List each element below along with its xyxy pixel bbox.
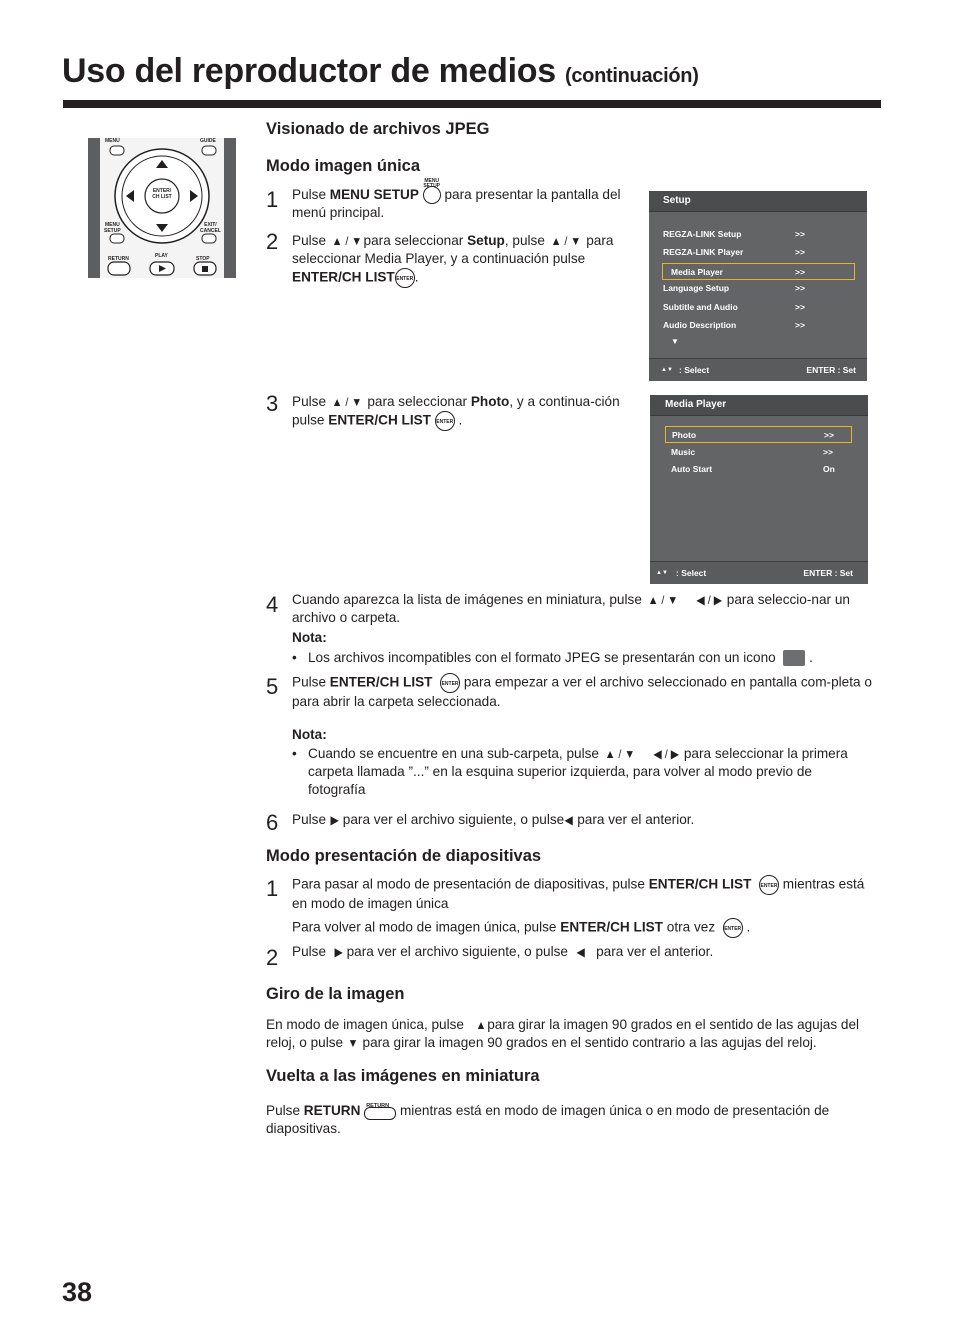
thumbs-b: RETURN [303,1103,361,1118]
setup-menu-screen [649,191,867,381]
remote-label-menu: MENU [105,138,120,144]
up-down-arrow-icon: ▲ / ▼ [647,593,678,607]
step-2-c: Setup [467,233,505,248]
media-player-menu-screen [650,395,868,584]
return-icon [364,1107,396,1120]
setup-item-value: >> [795,267,805,277]
step-2-b: para seleccionar [363,233,468,248]
step-4-text [292,591,877,627]
setup-item-value: >> [795,229,805,239]
step-5-b: ENTER/CH LIST [329,674,433,690]
enter-button-icon: ENTER [723,918,743,938]
step-5-note-label: Nota: [292,727,327,742]
up-down-arrow-icon: ▲▼ [661,367,673,373]
step-1-b: MENU SETUP [329,187,419,202]
rotate-c: para girar la imagen 90 grados en el sentido contrario a las agujas del reloj. [358,1035,817,1050]
step-1-a: Pulse [292,187,330,202]
slideshow-step-1-return-text [292,918,882,938]
page-title-sub: (continuación) [565,65,699,87]
step-2-f: ENTER/CH LIST [292,269,395,285]
media-item-value: >> [824,430,834,440]
remote-label-menu-setup-line1: MENU [104,222,120,228]
slideshow-2-c: para ver el anterior. [592,944,714,959]
right-arrow-icon: ▶ [330,813,339,827]
step-3-e: ENTER/CH LIST [328,412,431,428]
step-2-g: . [414,269,419,285]
setup-item-label: Language Setup [663,283,730,293]
step-5-note-a: Cuando se encuentre en una sub-carpeta, pulse [308,746,603,761]
step-4-note [308,649,878,667]
menu-setup-icon-l1: MENU [424,178,440,185]
step-number: 4 [266,592,279,617]
slideshow-step-2-text [292,943,852,961]
up-down-arrow-icon: ▲ / ▼ [550,234,581,248]
media-item-value: >> [823,447,833,457]
setup-item-value: >> [795,320,805,330]
remote-label-menu-setup [104,222,121,234]
slideshow-1-f: otra vez [662,919,716,935]
media-item-selected [665,426,852,443]
setup-item [663,280,855,297]
step-3-text [292,393,632,431]
remote-label-exit-line1: EXIT/ [204,222,217,228]
scroll-down-icon: ▼ [671,337,679,346]
step-6-c: para ver el anterior. [573,812,695,827]
menu-setup-button-icon [423,178,441,204]
slideshow-1-e: ENTER/CH LIST [560,919,663,935]
remote-label-enter-line2: CH LIST [152,194,172,200]
media-footer-enter: ENTER : Set [803,568,853,578]
incompatible-file-icon [783,650,805,666]
step-6-a: Pulse [292,812,330,827]
slideshow-1-b: ENTER/CH LIST [648,876,752,892]
enter-button-icon: ENTER [759,875,779,895]
media-item-label: Photo [672,430,697,440]
setup-item-label: REGZA-LINK Player [663,247,744,257]
setup-item-label: Audio Description [663,320,737,330]
title-rule [63,100,881,108]
media-item [671,461,856,478]
step-5-text [292,673,880,711]
step-4-note-text: Los archivos incompatibles con el formato JPEG se presentarán con un icono [308,650,776,665]
step-5-note [308,745,868,799]
bullet: • [292,746,297,761]
step-3-f: . [454,412,463,428]
step-3-a: Pulse [292,394,330,409]
menu-setup-icon [423,186,441,204]
media-item [671,444,856,461]
slideshow-1-d: Para volver al modo de imagen única, pulse [292,919,561,935]
bullet: • [292,650,297,665]
step-number: 2 [266,945,279,970]
enter-button-icon: ENTER [395,268,415,288]
remote-label-play: PLAY [155,253,168,259]
setup-footer-select: : Select [679,365,710,375]
remote-label-menu-setup-line2: SETUP [104,228,121,234]
step-2-text [292,232,632,288]
return-button-icon [364,1103,396,1119]
step-1-text [292,178,632,222]
setup-item-label: Subtitle and Audio [663,302,738,312]
setup-screen-title: Setup [649,191,867,212]
setup-item [663,317,855,334]
step-number: 6 [266,810,279,835]
enter-button-icon: ENTER [440,673,460,693]
remote-control-illustration [88,138,236,278]
setup-item [663,299,855,316]
section-heading-slideshow: Modo presentación de diapositivas [266,847,542,865]
left-arrow-icon: ◀ [564,813,573,827]
left-right-arrow-icon: ◀ / ▶ [653,747,679,761]
setup-item-value: >> [795,247,805,257]
step-4-a: Cuando aparezca la lista de imágenes en miniatura, pulse [292,592,646,607]
left-arrow-icon: ◀ [576,945,585,959]
down-arrow-icon: ▼ [347,1036,359,1050]
page-number: 38 [62,1277,93,1307]
remote-label-exit-line2: CANCEL [200,228,221,234]
rotate-text [266,1016,891,1052]
step-6-b: para ver el archivo siguiente, o pulse [339,812,565,827]
step-4-note-label: Nota: [292,630,327,645]
step-number: 5 [266,674,279,699]
remote-label-guide: GUIDE [200,138,216,144]
step-6-text [292,811,852,829]
slideshow-1-g: . [742,919,751,935]
return-icon-label: RETURN [366,1103,390,1110]
media-screen-footer [650,561,868,584]
step-5-a: Pulse [292,674,330,690]
remote-label-enter [146,188,178,200]
step-5-c: para empezar a ver el archivo seleccionado en pantalla com-pleta o para abrir la carpeta seleccionada. [292,674,872,709]
step-2-a: Pulse [292,233,330,248]
setup-screen-footer [649,358,867,381]
setup-footer-enter: ENTER : Set [806,365,856,375]
remote-label-exit [200,222,221,234]
menu-setup-icon-l2: SETUP [423,183,441,190]
thumbs-c: mientras está en modo de imagen única o en modo de presentación de diapositivas. [266,1103,830,1136]
step-5-note-b: para seleccionar la primera carpeta llamada ”...” en la esquina superior izquierda, para volver al modo previo de fotografía [308,746,848,797]
step-3-c: Photo [470,394,510,409]
step-number: 1 [266,876,279,901]
up-down-arrow-icon: ▲ / ▼ [604,747,635,761]
step-4-note-end: . [809,650,813,665]
step-4-b: para seleccio-nar un archivo o carpeta. [292,592,850,625]
enter-button-icon: ENTER [435,411,455,431]
step-2-e: para seleccionar Media Player, y a continuación pulse [292,233,614,266]
media-item-label: Music [671,447,696,457]
setup-item-value: >> [795,302,805,312]
slideshow-2-a: Pulse [292,944,330,959]
media-screen-title: Media Player [650,395,868,416]
section-heading-single-image: Modo imagen única [266,157,421,175]
rotate-a: En modo de imagen única, pulse [266,1017,468,1032]
setup-item-label: Media Player [671,267,723,277]
right-arrow-icon: ▶ [334,945,343,959]
step-number: 3 [266,391,279,416]
up-down-arrow-icon: ▲▼ [656,570,668,576]
setup-item-label: REGZA-LINK Setup [663,229,742,239]
step-3-b: para seleccionar [363,394,471,409]
setup-item [663,244,855,261]
slideshow-1-a: Para pasar al modo de presentación de diapositivas, pulse [292,876,649,892]
left-right-arrow-icon: ◀ / ▶ [695,593,722,607]
media-item-value: On [823,464,835,474]
thumbs-text [266,1102,881,1138]
slideshow-1-c: mientras está en modo de imagen única [292,876,865,911]
step-number: 1 [266,187,279,212]
remote-label-enter-line1: ENTER/ [152,188,172,194]
setup-item-selected [662,263,855,280]
slideshow-2-b: para ver el archivo siguiente, o pulse [342,944,572,959]
slideshow-step-1-text [292,875,882,913]
step-2-d: , pulse [504,233,549,248]
step-3-d: , y a continua-ción pulse [292,394,620,428]
section-heading-thumbnails: Vuelta a las imágenes en miniatura [266,1067,540,1085]
setup-item [663,226,855,243]
up-down-arrow-icon: ▲ / ▼ [331,234,362,248]
page-title [62,52,699,91]
page-title-main: Uso del reproductor de medios [62,52,556,90]
media-item-label: Auto Start [671,464,713,474]
step-number: 2 [266,229,279,254]
rotate-b: para girar la imagen 90 grados en el sentido de las agujas del reloj, o pulse [266,1017,860,1050]
media-footer-select: : Select [676,568,707,578]
step-1-c: para presentar la pantalla del menú principal. [292,187,621,221]
section-heading-rotate: Giro de la imagen [266,985,405,1003]
section-heading-jpeg: Visionado de archivos JPEG [266,120,490,138]
up-arrow-icon: ▲ [475,1018,487,1032]
setup-item-value: >> [795,283,805,293]
remote-label-stop: STOP [196,256,210,262]
remote-label-return: RETURN [108,256,129,262]
up-down-arrow-icon: ▲ / ▼ [331,395,362,409]
thumbs-a: Pulse [266,1103,304,1118]
